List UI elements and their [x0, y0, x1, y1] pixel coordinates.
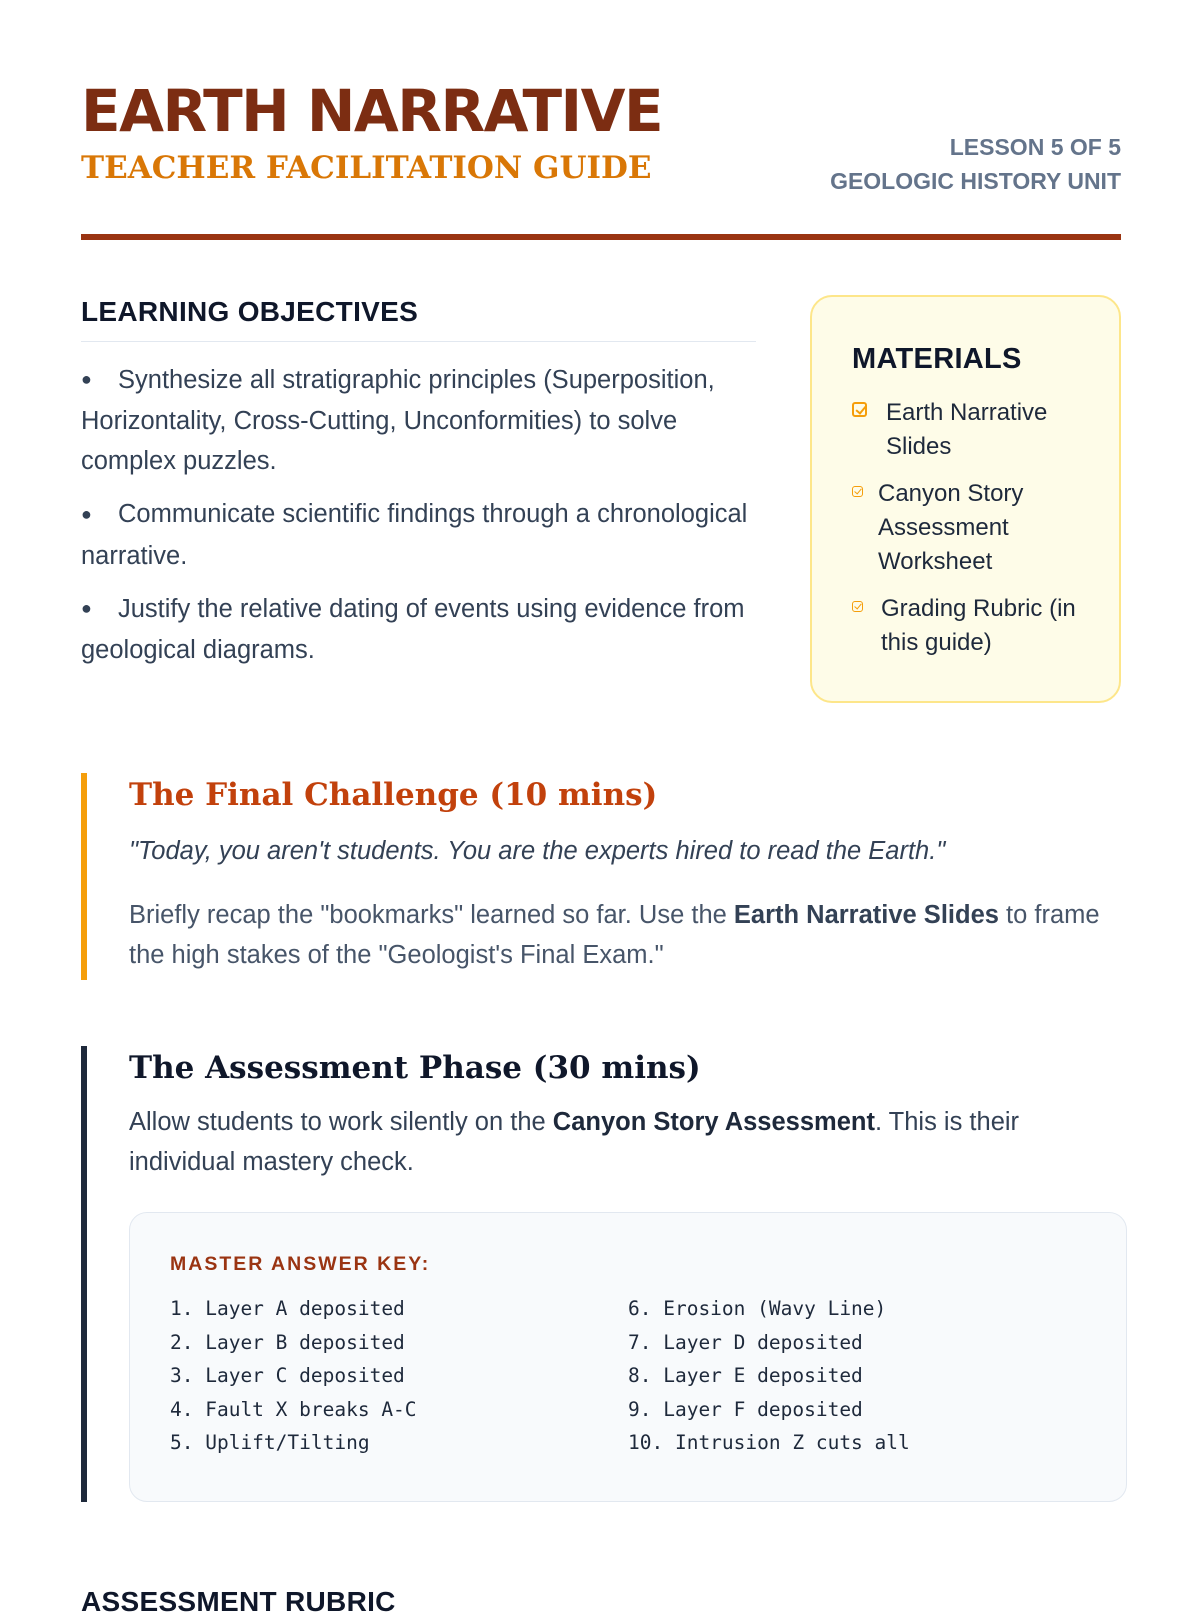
bullet-icon: ●	[81, 503, 92, 524]
answer-key-line: 3. Layer C deposited	[170, 1364, 405, 1387]
final-challenge-section	[81, 773, 1121, 980]
materials-heading: MATERIALS	[852, 343, 1022, 375]
answer-key-line: 2. Layer B deposited	[170, 1330, 405, 1354]
answer-key-line: 1. Layer A deposited	[170, 1297, 405, 1320]
learning-objectives	[81, 296, 756, 683]
answer-key-line: 4. Fault X breaks A-C	[170, 1397, 417, 1421]
header-divider	[81, 234, 1121, 240]
page-subtitle: TEACHER FACILITATION GUIDE	[81, 150, 652, 186]
assessment-instructions: Allow students to work silently on the Canyon Story Assessment. This is their individual mastery check.	[129, 1108, 1020, 1176]
guide-page	[81, 0, 1121, 1617]
challenge-title: The Final Challenge (10 mins)	[129, 777, 658, 813]
material-item: Grading Rubric (in this guide)	[852, 592, 1079, 660]
unit-name: GEOLOGIC HISTORY UNIT	[830, 168, 1121, 194]
answer-key-line: 9. Layer F deposited	[628, 1397, 863, 1421]
answer-key-title: MASTER ANSWER KEY:	[170, 1253, 431, 1275]
material-item: Canyon Story Assessment Worksheet	[852, 477, 1079, 579]
assessment-phase-section	[81, 1046, 1121, 1502]
answer-key-line: 6. Erosion (Wavy Line)	[628, 1297, 887, 1320]
challenge-instructions: Briefly recap the "bookmarks" learned so far. Use the Earth Narrative Slides to frame the high stakes of the "Geologist's Final Exam."	[129, 901, 1100, 969]
materials-list	[852, 396, 1079, 660]
answer-key-left-column	[170, 1292, 628, 1460]
checkbox-icon	[852, 601, 863, 612]
page-title: EARTH NARRATIVE	[81, 77, 663, 145]
answer-key-line: 5. Uplift/Tilting	[170, 1431, 370, 1454]
answer-key-line: 7. Layer D deposited	[628, 1330, 863, 1354]
answer-key-line: 10. Intrusion Z cuts all	[628, 1431, 910, 1454]
materials-box	[810, 295, 1121, 703]
rubric-heading: ASSESSMENT RUBRIC	[81, 1586, 396, 1617]
checkbox-icon	[852, 402, 867, 417]
answer-key-box	[129, 1212, 1127, 1502]
objectives-list	[81, 342, 756, 670]
objectives-heading: LEARNING OBJECTIVES	[81, 296, 756, 342]
answer-key-columns	[170, 1292, 1086, 1460]
material-item: Earth Narrative Slides	[852, 396, 1079, 464]
objective-item: ● Communicate scientific findings through a chronological narrative.	[81, 494, 756, 575]
challenge-quote: "Today, you aren't students. You are the experts hired to read the Earth."	[129, 837, 946, 865]
checkbox-icon	[852, 486, 863, 497]
objective-item: ● Synthesize all stratigraphic principles (Superposition, Horizontality, Cross-Cutting, Unconformities) to solve complex puzzles.	[81, 360, 756, 481]
answer-key-right-column	[628, 1292, 1086, 1460]
bullet-icon: ●	[81, 597, 92, 618]
objective-item: ● Justify the relative dating of events using evidence from geological diagrams.	[81, 589, 756, 670]
lesson-number: LESSON 5 OF 5	[949, 134, 1121, 160]
page-header	[81, 0, 1121, 244]
assessment-title: The Assessment Phase (30 mins)	[129, 1050, 701, 1086]
bullet-icon: ●	[81, 369, 92, 390]
lesson-meta	[830, 130, 1121, 198]
answer-key-line: 8. Layer E deposited	[628, 1364, 863, 1387]
